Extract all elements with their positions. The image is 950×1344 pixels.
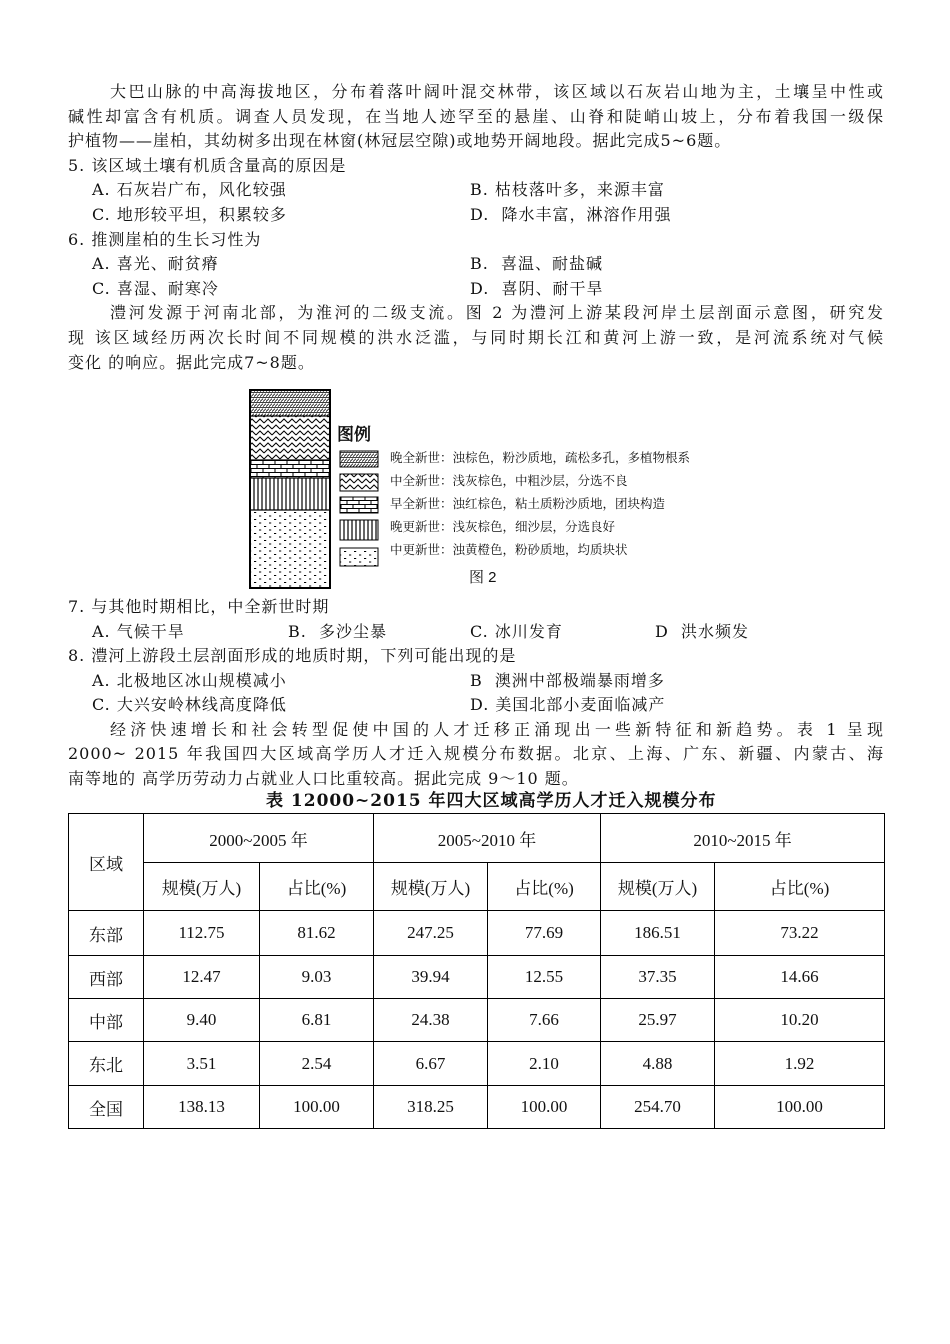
passage-7-8-line: [0, 301, 950, 326]
migration-table: [68, 813, 885, 1129]
scale-header: 规模(万人): [601, 863, 715, 911]
table-cell: 6.81: [260, 999, 374, 1042]
q8-option-c: C. 大兴安岭林线高度降低: [92, 695, 287, 714]
table-cell: 12.55: [488, 956, 601, 999]
q5-option-a: A. 石灰岩广布，风化较强: [92, 180, 287, 200]
question-7-stem: 7. 与其他时期相比，中全新世时期: [68, 597, 330, 616]
swatch-late-holocene: [340, 451, 378, 467]
header-row-periods: [69, 814, 885, 863]
legend-item-middle-holocene: 中全新世：浅灰棕色，中粗沙层，分选不良: [390, 474, 628, 488]
table-cell: 2.10: [488, 1042, 601, 1086]
table-cell: 37.35: [601, 956, 715, 999]
table-cell: 24.38: [374, 999, 488, 1042]
swatch-early-holocene: [340, 497, 378, 513]
layer-late-holocene: [250, 391, 330, 416]
table-cell: 100.00: [715, 1086, 885, 1129]
legend-item-early-holocene: 早全新世：浊红棕色，粘土质粉沙质地，团块构造: [390, 497, 666, 511]
period-header: 2005~2010 年: [374, 814, 601, 863]
legend-item-late-pleistocene: 晚更新世：浅灰棕色，细沙层，分选良好: [390, 520, 616, 534]
table-title: 表 12000~2015 年四大区域高学历人才迁入规模分布: [266, 791, 717, 811]
legend-title: 图例: [337, 425, 371, 444]
scale-header: 规模(万人): [144, 863, 260, 911]
q7-option-c: C. 冰川发育: [470, 621, 563, 641]
table-cell: 112.75: [144, 911, 260, 956]
table-cell: 12.47: [144, 956, 260, 999]
table-row: [69, 956, 885, 999]
passage-text: 经济快速增长和社会转型促使中国的人才迁移正涌现出一些新特征和新趋势。表 1 呈现: [110, 719, 884, 739]
passage-text: 澧河发源于河南北部，为淮河的二级支流。图 2 为澧河上游某段河岸土层剖面示意图，研究发: [110, 303, 884, 323]
table-row: [69, 1042, 885, 1086]
table-cell: 81.62: [260, 911, 374, 956]
share-header: 占比(%): [260, 863, 374, 911]
passage-text: 现 该区域经历两次长时间不同规模的洪水泛滥，与同时期长江和黄河上游一致，是河流系统对气候: [68, 327, 884, 347]
layer-middle-holocene: [250, 416, 330, 460]
legend-item-late-holocene: 晚全新世：浊棕色，粉沙质地，疏松多孔，多植物根系: [390, 451, 691, 465]
table-cell: 186.51: [601, 911, 715, 956]
passage-text: 护植物——崖柏，其幼树多出现在林窗(林冠层空隙)或地势开阔地段。据此完成5~6题。: [68, 131, 732, 151]
question-6-options-row: [0, 252, 950, 277]
question-7-stem-row: [0, 595, 950, 620]
q6-option-d: D. 喜阴、耐干旱: [470, 278, 604, 298]
question-5-stem-row: [0, 154, 950, 179]
table-cell: 9.03: [260, 956, 374, 999]
region-name: 西部: [69, 956, 144, 999]
passage-text: 2000~ 2015 年我国四大区域高学历人才迁入规模分布数据。北京、上海、广东、新疆、内蒙古、海: [68, 744, 884, 763]
question-6-options-row: [0, 277, 950, 302]
table-cell: 6.67: [374, 1042, 488, 1086]
layer-middle-pleistocene: [250, 510, 330, 588]
passage-9-10-line: [0, 742, 950, 767]
passage-7-8-line: [0, 326, 950, 351]
section-questions-5-6: [0, 80, 950, 375]
q8-option-a: A. 北极地区冰山规模减小: [92, 670, 287, 690]
table-cell: 254.70: [601, 1086, 715, 1129]
table-cell: 77.69: [488, 911, 601, 956]
swatch-middle-holocene: [340, 474, 378, 491]
layer-early-holocene: [250, 460, 330, 478]
section-questions-7-10: [0, 595, 950, 791]
q6-option-c: C. 喜湿、耐寒冷: [92, 278, 219, 298]
legend-item-middle-pleistocene: 中更新世：浊黄橙色，粉砂质地，均质块状: [390, 543, 628, 557]
table-cell: 9.40: [144, 999, 260, 1042]
question-8-options-row: [0, 693, 950, 718]
table-cell: 4.88: [601, 1042, 715, 1086]
table-cell: 318.25: [374, 1086, 488, 1129]
figure-caption: 图 2: [469, 569, 497, 586]
table-cell: 7.66: [488, 999, 601, 1042]
table-cell: 3.51: [144, 1042, 260, 1086]
table-cell: 10.20: [715, 999, 885, 1042]
period-header: 2010~2015 年: [601, 814, 885, 863]
passage-7-8-line: [0, 351, 950, 376]
table-cell: 25.97: [601, 999, 715, 1042]
region-name: 东北: [69, 1042, 144, 1086]
share-header: 占比(%): [488, 863, 601, 911]
table-row: [69, 911, 885, 956]
q7-option-d: D 洪水频发: [655, 621, 750, 641]
header-row-metrics: [69, 863, 885, 911]
soil-profile-column: [248, 388, 334, 592]
question-8-stem: 8. 澧河上游段土层剖面形成的地质时期，下列可能出现的是: [68, 646, 517, 665]
swatch-middle-pleistocene: [340, 548, 378, 566]
region-name: 全国: [69, 1086, 144, 1129]
legend-swatches: [338, 448, 382, 572]
table-cell: 1.92: [715, 1042, 885, 1086]
question-6-stem: 6. 推测崖柏的生长习性为: [68, 229, 262, 249]
table-cell: 14.66: [715, 956, 885, 999]
q7-option-a: A. 气候干旱: [92, 621, 185, 641]
region-header: 区域: [69, 814, 144, 911]
question-5-options-row: [0, 178, 950, 203]
table-cell: 138.13: [144, 1086, 260, 1129]
passage-9-10-line: [0, 718, 950, 743]
question-6-stem-row: [0, 228, 950, 253]
passage-5-6-line: [0, 105, 950, 130]
passage-text: 碱性却富含有机质。调查人员发现，在当地人迹罕至的悬崖、山脊和陡峭山坡上，分布着我国一级保: [68, 106, 884, 126]
passage-5-6-line: [0, 129, 950, 154]
region-name: 东部: [69, 911, 144, 956]
question-5-options-row: [0, 203, 950, 228]
q7-option-b: B. 多沙尘暴: [288, 621, 388, 641]
q5-option-b: B. 枯枝落叶多，来源丰富: [470, 180, 665, 200]
question-7-options-row: [0, 620, 950, 645]
question-8-options-row: [0, 669, 950, 694]
passage-5-6-line: [0, 80, 950, 105]
table-cell: 100.00: [488, 1086, 601, 1129]
table-row: [69, 999, 885, 1042]
q6-option-b: B. 喜温、耐盐碱: [470, 254, 604, 274]
q6-option-a: A. 喜光、耐贫瘠: [92, 254, 219, 274]
q5-option-c: C. 地形较平坦，积累较多: [92, 204, 287, 224]
table-cell: 100.00: [260, 1086, 374, 1129]
table-cell: 73.22: [715, 911, 885, 956]
passage-text: 南等地的 高学历劳动力占就业人口比重较高。据此完成 9～10 题。: [68, 768, 579, 788]
table-row: [69, 1086, 885, 1129]
swatch-late-pleistocene: [340, 520, 378, 540]
period-header: 2000~2005 年: [144, 814, 374, 863]
question-5-stem: 5. 该区域土壤有机质含量高的原因是: [68, 155, 347, 175]
region-name: 中部: [69, 999, 144, 1042]
layer-late-pleistocene: [250, 478, 330, 510]
table-cell: 39.94: [374, 956, 488, 999]
passage-text: 变化 的响应。据此完成7~8题。: [68, 352, 315, 372]
scale-header: 规模(万人): [374, 863, 488, 911]
q5-option-d: D. 降水丰富，淋溶作用强: [470, 204, 672, 224]
table-cell: 247.25: [374, 911, 488, 956]
share-header: 占比(%): [715, 863, 885, 911]
passage-9-10-line: [0, 767, 950, 792]
passage-text: 大巴山脉的中高海拔地区，分布着落叶阔叶混交林带，该区域以石灰岩山地为主，土壤呈中性或: [110, 82, 884, 101]
q8-option-b: B 澳洲中部极端暴雨增多: [470, 670, 665, 690]
q8-option-d: D. 美国北部小麦面临减产: [470, 695, 666, 714]
question-8-stem-row: [0, 644, 950, 669]
table-cell: 2.54: [260, 1042, 374, 1086]
